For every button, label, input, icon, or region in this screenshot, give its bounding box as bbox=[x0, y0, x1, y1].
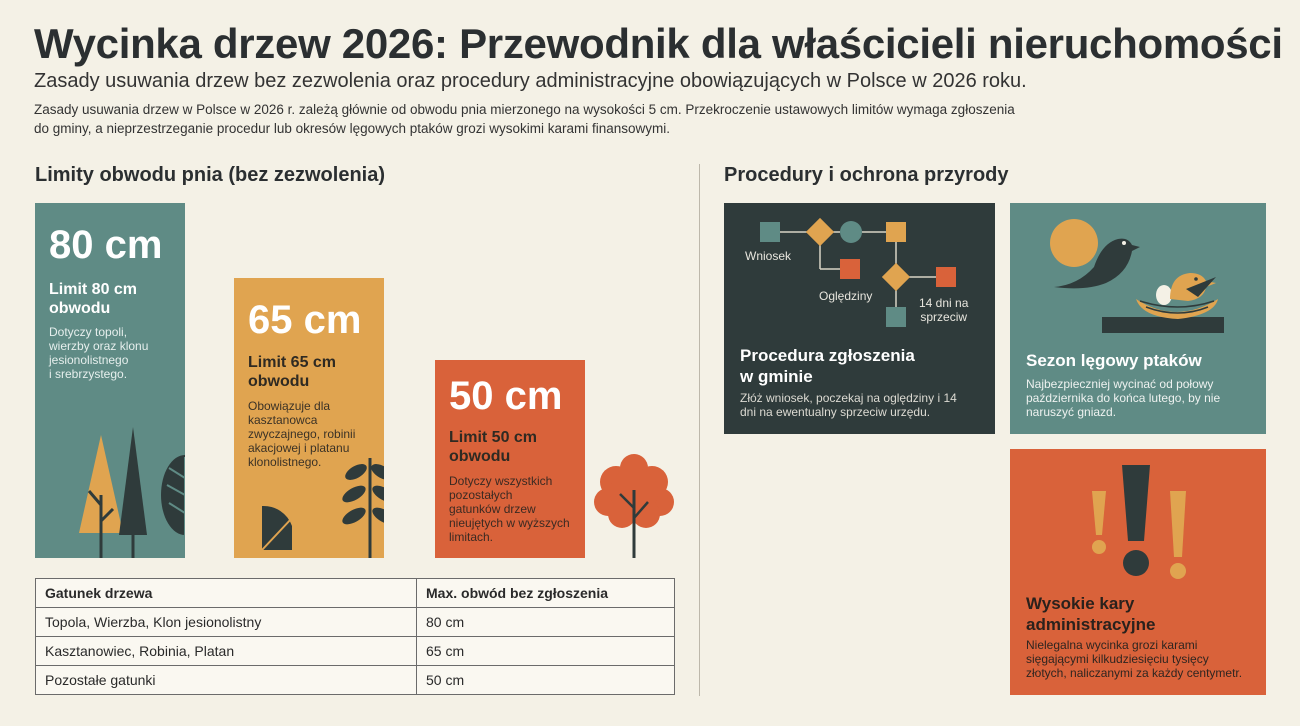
leaf-icon bbox=[343, 461, 370, 483]
exclamation-icon bbox=[1092, 491, 1106, 535]
desc-line: limitach. bbox=[449, 530, 494, 544]
round-tree-icon bbox=[592, 450, 677, 560]
heading-line: Limit 65 cm bbox=[248, 354, 337, 371]
limit-description bbox=[449, 474, 570, 544]
limit-value: 65 cm bbox=[248, 298, 362, 342]
desc-line: wierzby oraz klonu bbox=[49, 339, 149, 353]
season-heading: Sezon lęgowy ptaków bbox=[1026, 351, 1202, 370]
desc-line: złotych, naliczanymi za każdy centymetr. bbox=[1026, 666, 1243, 680]
procedures-section-title: Procedury i ochrona przyrody bbox=[724, 164, 1009, 186]
fines-heading bbox=[1026, 593, 1155, 635]
sun-icon bbox=[1050, 219, 1098, 267]
column-header-max-circumference: Max. obwód bez zgłoszenia bbox=[417, 579, 675, 608]
step-square-icon bbox=[936, 267, 956, 287]
step-square-icon bbox=[886, 307, 906, 327]
desc-line: sięgającymi kilkudziesięciu tysięcy bbox=[1026, 652, 1209, 666]
season-description bbox=[1026, 377, 1220, 419]
heading-line: obwodu bbox=[248, 373, 310, 390]
desc-line: i srebrzystego. bbox=[49, 367, 128, 381]
intro-line: do gminy, a nieprzestrzeganie procedur lub okresów lęgowych ptaków grozi wysokimi karami finansowymi. bbox=[34, 121, 671, 136]
heading-line: obwodu bbox=[49, 300, 111, 317]
branch-icon bbox=[1102, 317, 1224, 333]
page-subtitle: Zasady usuwania drzew bez zezwolenia oraz procedury administracyjne obowiązujących w Polsce w 2026 roku. bbox=[34, 70, 1027, 92]
chestnut-icon bbox=[262, 506, 292, 550]
column-header-species: Gatunek drzewa bbox=[36, 579, 417, 608]
exclamation-icon bbox=[1122, 465, 1150, 541]
flow-label-line: sprzeciw bbox=[920, 310, 968, 324]
table-cell: Pozostałe gatunki bbox=[36, 666, 417, 695]
table-header-row bbox=[36, 579, 675, 608]
nest-icon bbox=[1136, 299, 1218, 319]
desc-line: jesionolistnego bbox=[49, 353, 129, 367]
birds-nest-illustration bbox=[1010, 203, 1266, 338]
flow-label-line: 14 dni na bbox=[919, 296, 969, 310]
desc-line: dni na ewentualny sprzeciw urzędu. bbox=[740, 405, 931, 419]
desc-line: nieujętych w wyższych bbox=[449, 516, 570, 530]
limit-heading bbox=[449, 428, 537, 466]
desc-line: Złóż wniosek, poczekaj na oględziny i 14 bbox=[740, 391, 957, 405]
limit-card-50 bbox=[435, 360, 585, 558]
desc-line: akacjowej i platanu bbox=[248, 441, 350, 455]
desc-line: Najbezpieczniej wycinać od połowy bbox=[1026, 377, 1214, 391]
fines-description bbox=[1026, 638, 1242, 680]
flow-label-14-days bbox=[919, 296, 968, 324]
heading-line: w gminie bbox=[740, 367, 813, 386]
heading-line: Limit 80 cm bbox=[49, 281, 138, 298]
table-cell: Kasztanowiec, Robinia, Platan bbox=[36, 637, 417, 666]
flow-label-ogledziny: Oględziny bbox=[819, 289, 873, 303]
warning-exclamation-illustration bbox=[1010, 449, 1266, 589]
step-square-icon bbox=[840, 259, 860, 279]
intro-line: Zasady usuwania drzew w Polsce w 2026 r. zależą głównie od obwodu pnia mierzonego na wysokości 5 cm. Przekroczenie ustawowych limitów wymaga zgłoszenia bbox=[34, 102, 1015, 117]
desc-line: kasztanowca bbox=[248, 413, 318, 427]
step-square-icon bbox=[886, 222, 906, 242]
heading-line: Limit 50 cm bbox=[449, 429, 538, 446]
intro-paragraph bbox=[34, 100, 1074, 138]
table-cell: 50 cm bbox=[417, 666, 675, 695]
flow-label-wniosek: Wniosek bbox=[745, 249, 792, 263]
cypress-tree-icon bbox=[119, 427, 147, 535]
procedure-heading bbox=[740, 345, 915, 387]
desc-line: pozostałych bbox=[449, 488, 513, 502]
limit-heading bbox=[49, 280, 137, 318]
leaf-icon bbox=[161, 455, 185, 535]
conifer-trees-illustration bbox=[35, 423, 185, 558]
table-row bbox=[36, 637, 675, 666]
step-circle-icon bbox=[840, 221, 862, 243]
desc-line: października do końca lutego, by nie bbox=[1026, 391, 1221, 405]
desc-line: Dotyczy wszystkich bbox=[449, 474, 553, 488]
procedure-card bbox=[724, 203, 995, 434]
step-square-icon bbox=[760, 222, 780, 242]
limit-value: 50 cm bbox=[449, 374, 563, 418]
table-cell: Topola, Wierzba, Klon jesionolistny bbox=[36, 608, 417, 637]
desc-line: Obowiązuje dla bbox=[248, 399, 331, 413]
desc-line: klonolistnego. bbox=[248, 455, 322, 469]
heading-line: administracyjne bbox=[1026, 615, 1156, 634]
table-row bbox=[36, 666, 675, 695]
section-divider bbox=[699, 164, 700, 696]
desc-line: zwyczajnego, robinii bbox=[248, 427, 356, 441]
limit-description bbox=[49, 325, 148, 381]
table-cell: 80 cm bbox=[417, 608, 675, 637]
page-title: Wycinka drzew 2026: Przewodnik dla właścicieli nieruchomości bbox=[34, 20, 1283, 67]
limit-card-65 bbox=[234, 278, 384, 558]
exclamation-icon bbox=[1170, 491, 1186, 557]
desc-line: Dotyczy topoli, bbox=[49, 325, 128, 339]
table-cell: 65 cm bbox=[417, 637, 675, 666]
limit-heading bbox=[248, 353, 336, 391]
heading-line: Procedura zgłoszenia bbox=[740, 346, 915, 365]
table-row bbox=[36, 608, 675, 637]
decision-diamond-icon bbox=[806, 218, 834, 246]
heading-line: obwodu bbox=[449, 448, 511, 465]
breeding-season-card bbox=[1010, 203, 1266, 434]
egg-icon bbox=[1156, 285, 1172, 305]
chestnut-leaf-illustration bbox=[234, 448, 384, 558]
heading-line: Wysokie kary bbox=[1026, 594, 1135, 613]
decision-diamond-icon bbox=[882, 263, 910, 291]
desc-line: Nielegalna wycinka grozi karami bbox=[1026, 638, 1198, 652]
limits-section-title: Limity obwodu pnia (bez zezwolenia) bbox=[35, 164, 386, 186]
species-limits-table bbox=[35, 578, 675, 695]
fines-card bbox=[1010, 449, 1266, 695]
procedure-description bbox=[740, 391, 957, 419]
limit-card-80 bbox=[35, 203, 185, 558]
desc-line: gatunków drzew bbox=[449, 502, 536, 516]
limit-value: 80 cm bbox=[49, 223, 163, 267]
desc-line: naruszyć gniazd. bbox=[1026, 405, 1117, 419]
